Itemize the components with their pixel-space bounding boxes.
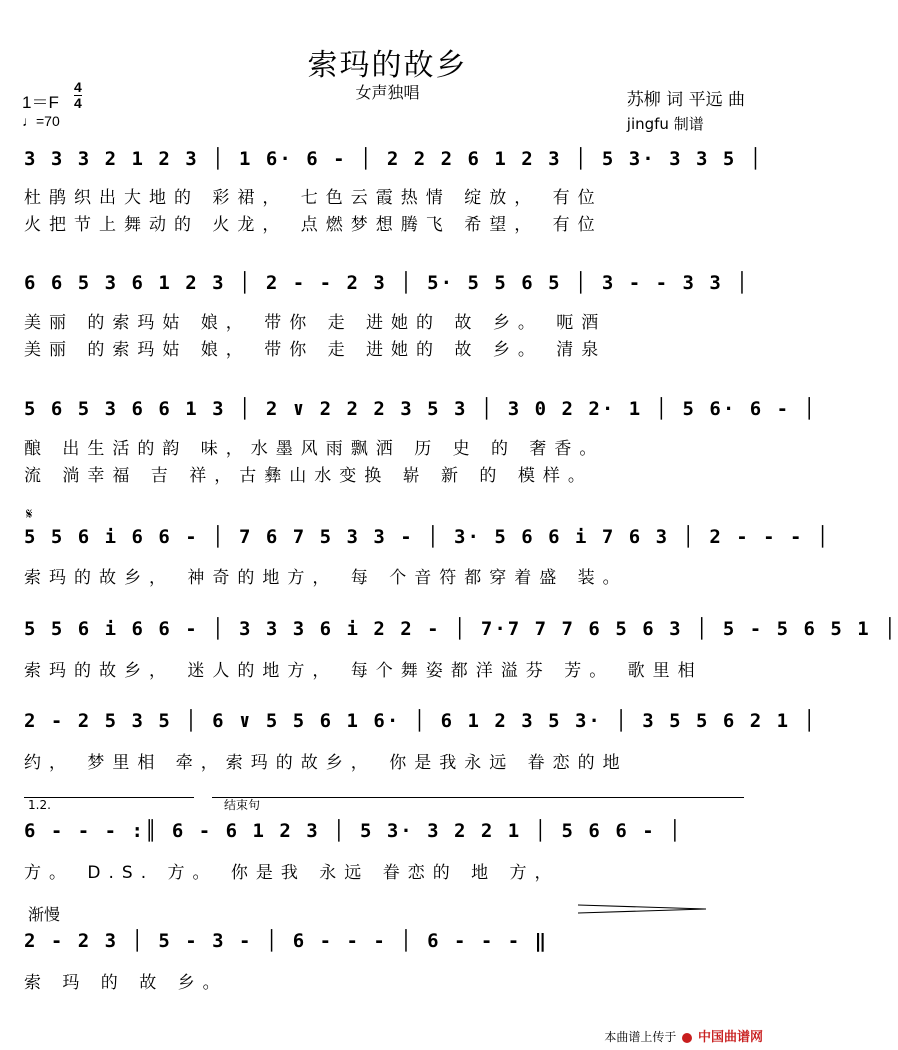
footer-credit bbox=[604, 1026, 763, 1045]
page-title: 索玛的故乡 bbox=[307, 48, 468, 83]
lyric-row-1-verse-1: 杜鹃织出大地的 彩裙， 七色云霞热情 绽放， 有位 bbox=[24, 188, 603, 208]
credits-line1: 苏柳 词 平远 曲 bbox=[626, 90, 745, 110]
notation-row-7: 6 - - - :║ 6 - 6 1 2 3 │ 5 3· 3 2 2 1 │ 5 6 6 - │ bbox=[24, 820, 683, 842]
site-logo-text: 中国曲谱网 bbox=[697, 1030, 763, 1045]
lyric-row-3-verse-1: 酿 出生活的韵 味，水墨风雨飘洒 历 史 的 奢香。 bbox=[24, 439, 605, 459]
meter-top: 4 bbox=[74, 79, 82, 95]
lyric-row-3-verse-2: 流 淌幸福 吉 祥，古彝山水变换 崭 新 的 模样。 bbox=[24, 466, 593, 486]
lyric-row-5: 索玛的故乡， 迷人的地方， 每个舞姿都洋溢芬 芳。 歌里相 bbox=[24, 661, 703, 681]
notation-row-1: 3 3 3 2 1 2 3 │ 1 6· 6 - │ 2 2 2 6 1 2 3 │ 5 3· 3 3 5 │ bbox=[24, 148, 764, 170]
time-signature bbox=[74, 80, 82, 111]
decrescendo-hairpin bbox=[578, 902, 708, 916]
meter-bottom: 4 bbox=[74, 95, 82, 111]
volta-label: 1.2. bbox=[28, 798, 51, 812]
lyric-row-7: 方。 D.S. 方。 你是我 永远 眷恋的 地 方， bbox=[24, 863, 560, 883]
coda-bracket bbox=[212, 797, 744, 804]
notation-row-5: 5 5 6 i 6 6 - │ 3 3 3 6 i 2 2 - │ 7·7 7 7 6 5 6 3 │ 5 - 5 6 5 1 │ bbox=[24, 618, 898, 640]
footer-text: 本曲谱上传于 bbox=[604, 1030, 677, 1044]
credits bbox=[627, 88, 745, 136]
credits-line2: jingfu 制谱 bbox=[626, 115, 704, 133]
lyric-row-8: 索 玛 的 故 乡。 bbox=[24, 973, 228, 993]
page-subtitle: 女声独唱 bbox=[355, 83, 420, 102]
notation-row-2: 6 6 5 3 6 1 2 3 │ 2 - - 2 3 │ 5· 5 5 6 5 │ 3 - - 3 3 │ bbox=[24, 272, 750, 294]
volta-bracket bbox=[24, 797, 194, 804]
lyric-row-6: 约， 梦里相 牵，索玛的故乡， 你是我永远 眷恋的地 bbox=[24, 753, 628, 773]
segno-sign: 𝄋 bbox=[26, 505, 33, 523]
site-logo-icon bbox=[682, 1033, 692, 1043]
lyric-row-2-verse-2: 美丽 的索玛姑 娘， 带你 走 进她的 故 乡。 清泉 bbox=[24, 340, 607, 360]
notation-row-3: 5 6 5 3 6 6 1 3 │ 2 ∨ 2 2 2 3 5 3 │ 3 0 2 2· 1 │ 5 6· 6 - │ bbox=[24, 398, 817, 420]
lyric-row-1-verse-2: 火把节上舞动的 火龙， 点燃梦想腾飞 希望， 有位 bbox=[24, 215, 603, 235]
lyric-row-4: 索玛的故乡， 神奇的地方， 每 个音符都穿着盛 装。 bbox=[24, 568, 628, 588]
tempo-change-label: 渐慢 bbox=[28, 905, 61, 924]
notation-row-4: 5 5 6 i 6 6 - │ 7 6 7 5 3 3 - │ 3· 5 6 6 i 7 6 3 │ 2 - - - │ bbox=[24, 526, 831, 548]
notation-row-8: 2 - 2 3 │ 5 - 3 - │ 6 - - - │ 6 - - - ‖ bbox=[24, 930, 549, 952]
coda-label: 结束句 bbox=[224, 798, 261, 812]
notation-row-6: 2 - 2 5 3 5 │ 6 ∨ 5 5 6 1 6· │ 6 1 2 3 5 3· │ 3 5 5 6 2 1 │ bbox=[24, 710, 817, 732]
lyric-row-2-verse-1: 美丽 的索玛姑 娘， 带你 走 进她的 故 乡。 呃酒 bbox=[24, 313, 607, 333]
key-signature: 1＝F bbox=[22, 93, 59, 112]
tempo-marking: ♩=70 bbox=[22, 113, 60, 129]
